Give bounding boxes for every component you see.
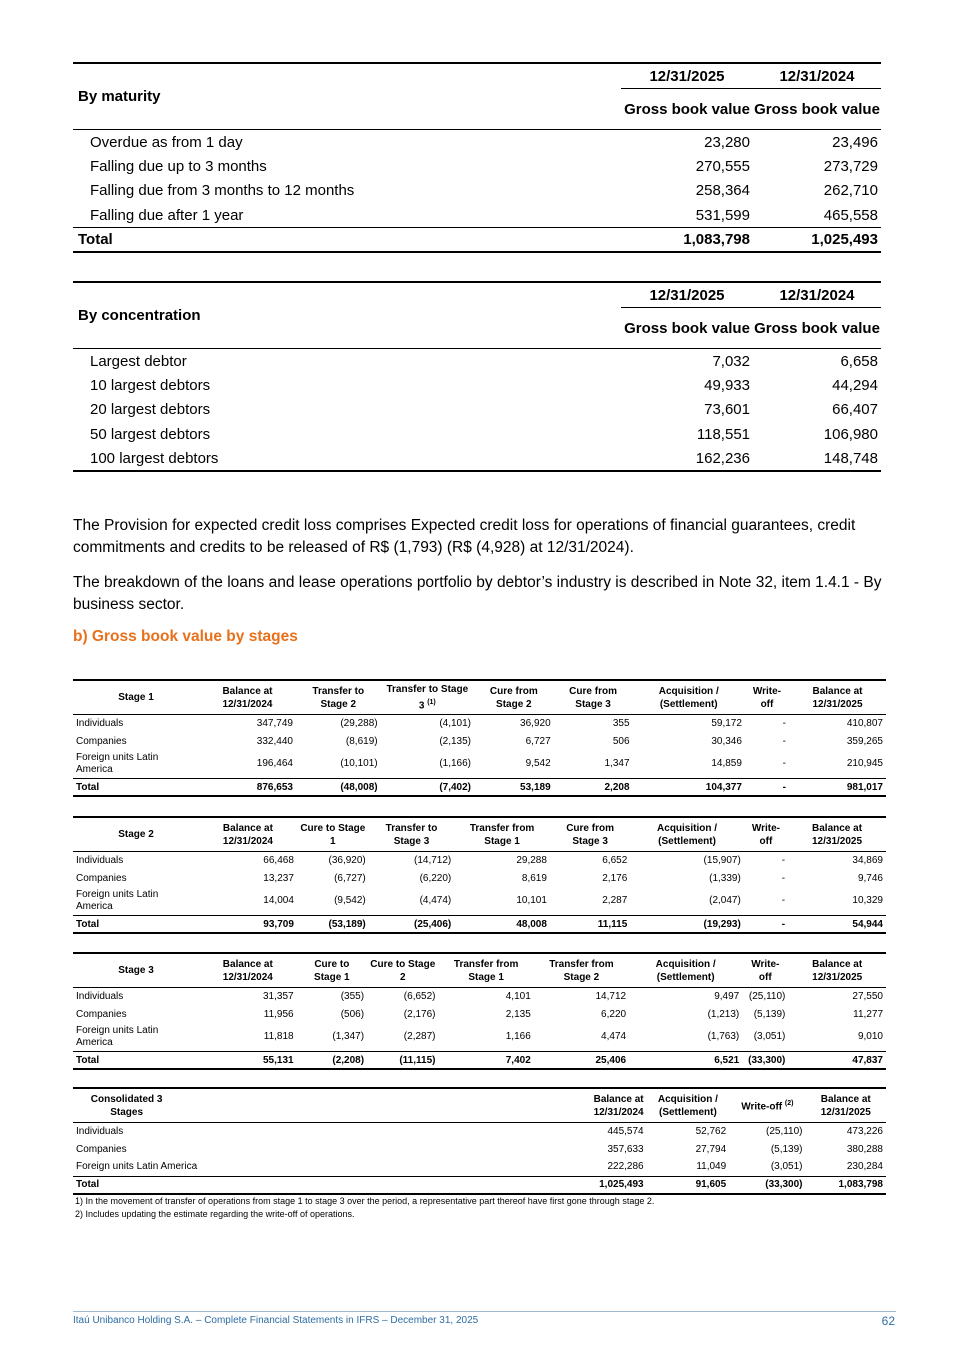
total-row: Total 55,131 (2,208) (11,115) 7,402 25,406 6,521 (33,300) 47,837 (73, 1052, 886, 1070)
consolidated-table: Consolidated 3 Stages Balance at 12/31/2024 Acquisition / (Settlement) Write-off $^{(2)}$ Balance at 12/31/2025 Individuals 445,574 52,762 (25,110) 473,226 Companies 357,633 27,794 (5,139) 380,288 Foreign units Latin America 222,286 11,049 (3,051) 230,284 Total 1,025,493 91,605 (33,300) 1,083,798 (73, 1087, 886, 1195)
stage2-table: Stage 2 Balance at 12/31/2024 Cure to Stage 1 Transfer to Stage 3 Transfer from Stage 1 Cure from Stage 3 Acquisition / (Settlement) Write-off Balance at 12/31/2025 Individuals 66,468 (36,920) (14,712) 29,288 6,652 (15,907) - 34,869 Companies 13,237 (6,727) (6,220) 8,619 2,176 (1,339) - 9,746 Foreign units Latin America 14,004 (9,542) (4,474) 10,101 2,287 (2,047) - 10,329 Total 93,709 (53,189) (25,406) 48,008 11,115 (19,293) - 54,944 (73, 816, 886, 934)
concentration-col2-label: Gross book value (753, 308, 881, 349)
stage3-table: Stage 3 Balance at 12/31/2024 Cure to Stage 1 Cure to Stage 2 Transfer from Stage 1 Transfer from Stage 2 Acquisition / (Settlement) Write-off Balance at 12/31/2025 Individuals 31,357 (355) (6,652) 4,101 14,712 9,497 (25,110) 27,550 Companies 11,956 (506) (2,176) 2,135 6,220 (1,213) (5,139) 11,277 Foreign units Latin America 11,818 (1,347) (2,287) 1,166 4,474 (1,763) (3,051) 9,010 Total 55,131 (2,208) (11,115) 7,402 25,406 6,521 (33,300) 47,837 (73, 952, 886, 1070)
concentration-col1-label: Gross book value (621, 308, 753, 349)
table-row: 20 largest debtors 73,601 66,407 (90, 401, 878, 419)
table-row: Individuals 31,357 (355) (6,652) 4,101 14,712 9,497 (25,110) 27,550 (76, 991, 883, 1003)
table-row: 10 largest debtors 49,933 44,294 (90, 376, 878, 394)
concentration-date1: 12/31/2025 (621, 282, 753, 308)
table-row: Individuals 347,749 (29,288) (4,101) 36,920 355 59,172 - 410,807 (76, 718, 883, 730)
total-row: Total 876,653 (48,008) (7,402) 53,189 2,208 104,377 - 981,017 (73, 779, 886, 797)
footnote-2: 2) Includes updating the estimate regarding the write-off of operations. (75, 1209, 355, 1219)
total-row: Total 1,083,798 1,025,493 (73, 228, 881, 253)
total-row: Total 1,025,493 91,605 (33,300) 1,083,798 (73, 1176, 886, 1194)
footnote-1: 1) In the movement of transfer of operations from stage 1 to stage 3 over the period, a representative part thereof have first gone through stage 2. (75, 1196, 655, 1206)
footer-text: Itaú Unibanco Holding S.A. – Complete Financial Statements in IFRS – December 31, 2025 (73, 1315, 479, 1326)
table-row: Falling due from 3 months to 12 months 258,364 262,710 (90, 182, 878, 200)
table-row: 100 largest debtors 162,236 148,748 (73, 446, 881, 471)
table-row: Individuals 445,574 52,762 (25,110) 473,226 (76, 1126, 883, 1138)
table-row: Companies 11,956 (506) (2,176) 2,135 6,220 (1,213) (5,139) 11,277 (76, 1008, 883, 1020)
table-row: Falling due up to 3 months 270,555 273,729 (90, 157, 878, 175)
paragraph-breakdown: The breakdown of the loans and lease operations portfolio by debtor’s industry is described in Note 32, item 1.4.1 - By business sector. (73, 574, 882, 613)
maturity-date1: 12/31/2025 (621, 63, 753, 89)
footer-divider (73, 1311, 896, 1312)
table-row: Companies 332,440 (8,619) (2,135) 6,727 506 30,346 - 359,265 (76, 735, 883, 747)
concentration-table (73, 281, 881, 472)
section-heading: b) Gross book value by stages (73, 628, 298, 645)
table-row: Foreign units Latin America 11,818 (1,347) (2,287) 1,166 4,474 (1,763) (3,051) 9,010 (76, 1025, 883, 1048)
table-row: Foreign units Latin America 196,464 (10,101) (1,166) 9,542 1,347 14,859 - 210,945 (76, 752, 883, 775)
total-row: Total 93,709 (53,189) (25,406) 48,008 11,115 (19,293) - 54,944 (73, 916, 886, 934)
table-row: Overdue as from 1 day 23,280 23,496 (73, 130, 881, 155)
paragraph-provision: The Provision for expected credit loss comprises Expected credit loss for operations of financial guarantees, credit commitments and credits to be released of R$ (1,793) (R$ (4,928) at 12/31/2024). (73, 517, 856, 556)
table-row: Foreign units Latin America 14,004 (9,542) (4,474) 10,101 2,287 (2,047) - 10,329 (76, 889, 883, 912)
table-row: Largest debtor 7,032 6,658 (73, 349, 881, 374)
concentration-date2: 12/31/2024 (753, 282, 881, 308)
maturity-col1-label: Gross book value (621, 89, 753, 130)
table-row: 50 largest debtors 118,551 106,980 (90, 425, 878, 443)
table-row: Companies 13,237 (6,727) (6,220) 8,619 2,176 (1,339) - 9,746 (76, 872, 883, 884)
table-row: Individuals 66,468 (36,920) (14,712) 29,288 6,652 (15,907) - 34,869 (76, 855, 883, 867)
page-number: 62 (881, 1314, 895, 1328)
concentration-label: By concentration (73, 282, 621, 349)
stage1-table: Stage 1 Balance at 12/31/2024 Transfer to Stage 2 Transfer to Stage 3 $^{(1)}$ Cure from Stage 2 Cure from Stage 3 Acquisition / (Settlement) Write-off Balance at 12/31/2025 Individuals 347,749 (29,288) (4,101) 36,920 355 59,172 - 410,807 Companies 332,440 (8,619) (2,135) 6,727 506 30,346 - 359,265 Foreign units Latin America 196,464 (10,101) (1,166) 9,542 1,347 14,859 - 210,945 Total 876,653 (48,008) (7,402) 53,189 2,208 104,377 - 981,017 (73, 679, 886, 797)
table-row: Companies 357,633 27,794 (5,139) 380,288 (76, 1143, 883, 1155)
table-row: Foreign units Latin America 222,286 11,049 (3,051) 230,284 (76, 1161, 883, 1173)
table-row: Falling due after 1 year 531,599 465,558 (90, 206, 878, 224)
maturity-label: By maturity (73, 63, 621, 130)
maturity-table (73, 62, 881, 253)
maturity-date2: 12/31/2024 (753, 63, 881, 89)
maturity-col2-label: Gross book value (753, 89, 881, 130)
